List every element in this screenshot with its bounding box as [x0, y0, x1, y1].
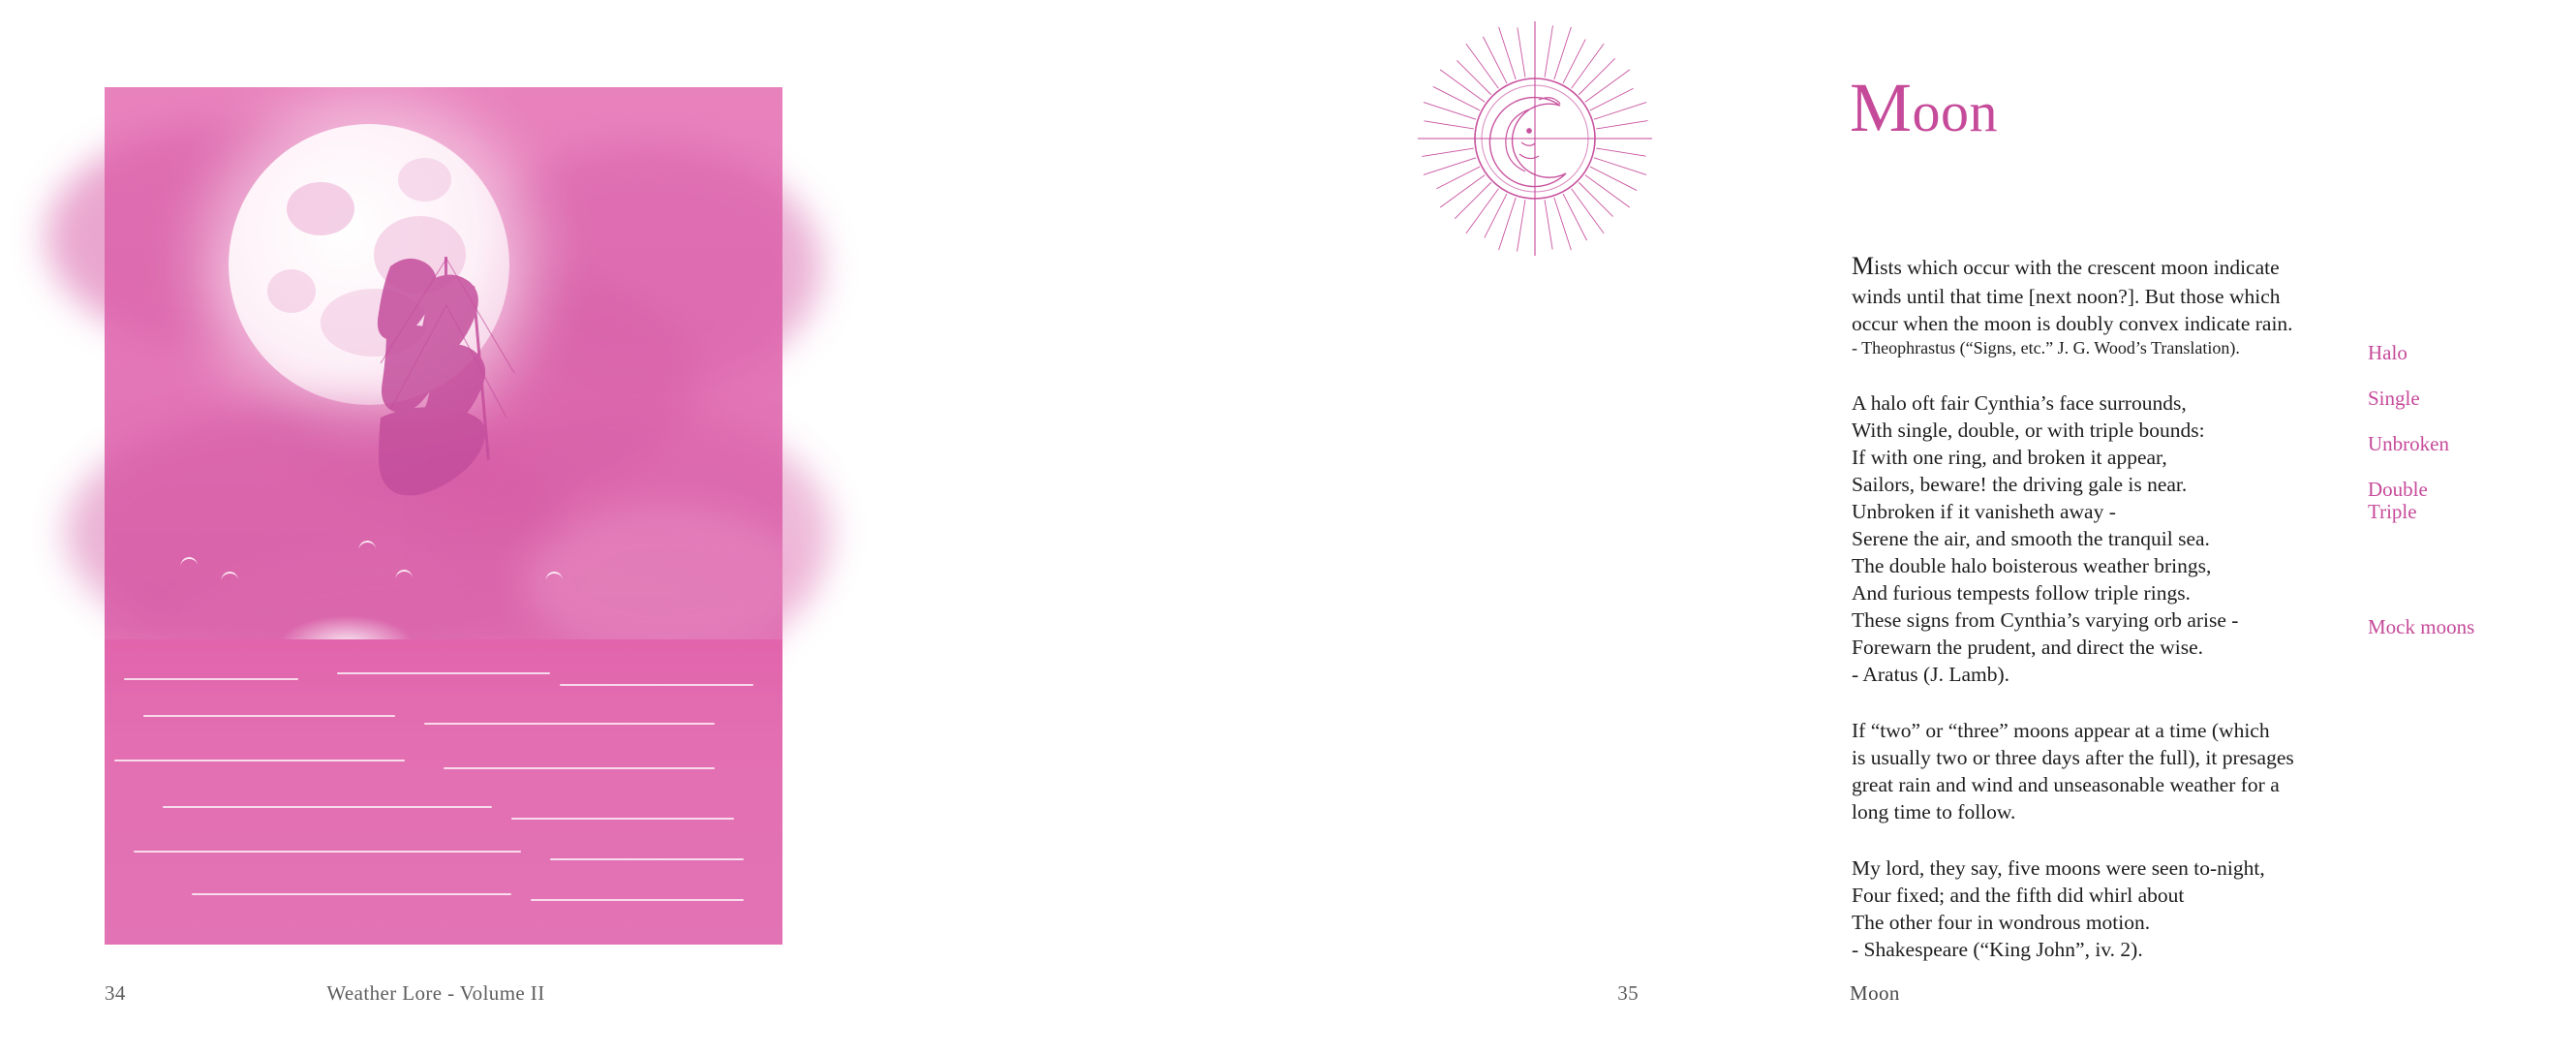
page-number-left: 34 — [105, 981, 126, 1005]
cloud-shape — [521, 504, 812, 659]
sun-moon-face-rays-ornament — [1414, 17, 1656, 260]
text-line: occur when the moon is doubly convex indicate rain. — [1852, 311, 2293, 335]
body-text-column — [1852, 250, 2336, 992]
chapter-title-initial: M — [1850, 69, 1913, 146]
right-page — [872, 0, 2475, 1056]
text-line: With single, double, or with triple bounds: — [1852, 418, 2205, 442]
sailing-ship-silhouette — [352, 247, 545, 528]
text-line: Serene the air, and smooth the tranquil sea. — [1852, 526, 2210, 550]
page-number-right: 35 — [1617, 981, 1639, 1005]
page-title — [1850, 69, 1999, 146]
text-line: Four fixed; and the fifth did whirl about — [1852, 884, 2185, 908]
text-line: Forewarn the prudent, and direct the wise. — [1852, 635, 2203, 659]
paragraph-initial: M — [1852, 252, 1875, 280]
running-section-right: Moon — [1850, 981, 1900, 1005]
left-page — [0, 0, 872, 1056]
text-line: long time to follow. — [1852, 800, 2016, 824]
text-line: is usually two or three days after the full), it presages — [1852, 746, 2294, 770]
moonlit-sea-illustration — [105, 87, 782, 945]
text-line-citation: - Theophrastus (“Signs, etc.” J. G. Wood’s Translation). — [1852, 338, 2240, 358]
text-line: And furious tempests follow triple rings. — [1852, 580, 2191, 605]
text-line: ists which occur with the crescent moon indicate — [1874, 256, 2280, 279]
running-title: Weather Lore - Volume II — [326, 981, 545, 1005]
marginal-note-unbroken: Unbroken — [2368, 432, 2449, 455]
sea-surface — [105, 639, 782, 945]
marginal-note-triple: Triple — [2368, 500, 2417, 523]
illustration-plate-frame — [105, 87, 782, 945]
moon-mare — [287, 182, 354, 235]
text-line: If “two” or “three” moons appear at a time (which — [1852, 719, 2270, 743]
marginal-note-halo: Halo — [2368, 341, 2407, 364]
text-line: great rain and wind and unseasonable weather for a — [1852, 773, 2280, 797]
text-line: Sailors, beware! the driving gale is near. — [1852, 472, 2188, 496]
marginal-note-double: Double — [2368, 478, 2428, 501]
paragraph-theophrastus — [1852, 250, 2336, 360]
paragraph-shakespeare — [1852, 854, 2336, 963]
text-line: Unbroken if it vanisheth away - — [1852, 499, 2116, 523]
marginal-note-mock-moons: Mock moons — [2368, 615, 2475, 638]
chapter-title-rest: oon — [1912, 80, 1999, 143]
text-line: A halo oft fair Cynthia’s face surrounds, — [1852, 390, 2187, 415]
paragraph-aratus-verse — [1852, 389, 2336, 689]
moon-mare — [267, 269, 316, 313]
paragraph-mock-moons — [1852, 717, 2336, 825]
text-line: These signs from Cynthia’s varying orb arise - — [1852, 607, 2239, 632]
text-line: If with one ring, and broken it appear, — [1852, 445, 2167, 469]
text-line-citation: - Shakespeare (“King John”, iv. 2). — [1852, 938, 2143, 962]
text-line: My lord, they say, five moons were seen to-night, — [1852, 856, 2265, 881]
moon-mare — [398, 158, 451, 202]
text-line: winds until that time [next noon?]. But those which — [1852, 284, 2281, 308]
marginal-note-single: Single — [2368, 387, 2420, 410]
text-line: The other four in wondrous motion. — [1852, 911, 2151, 935]
text-line-citation: - Aratus (J. Lamb). — [1852, 662, 2010, 686]
text-line: The double halo boisterous weather brings, — [1852, 553, 2212, 577]
